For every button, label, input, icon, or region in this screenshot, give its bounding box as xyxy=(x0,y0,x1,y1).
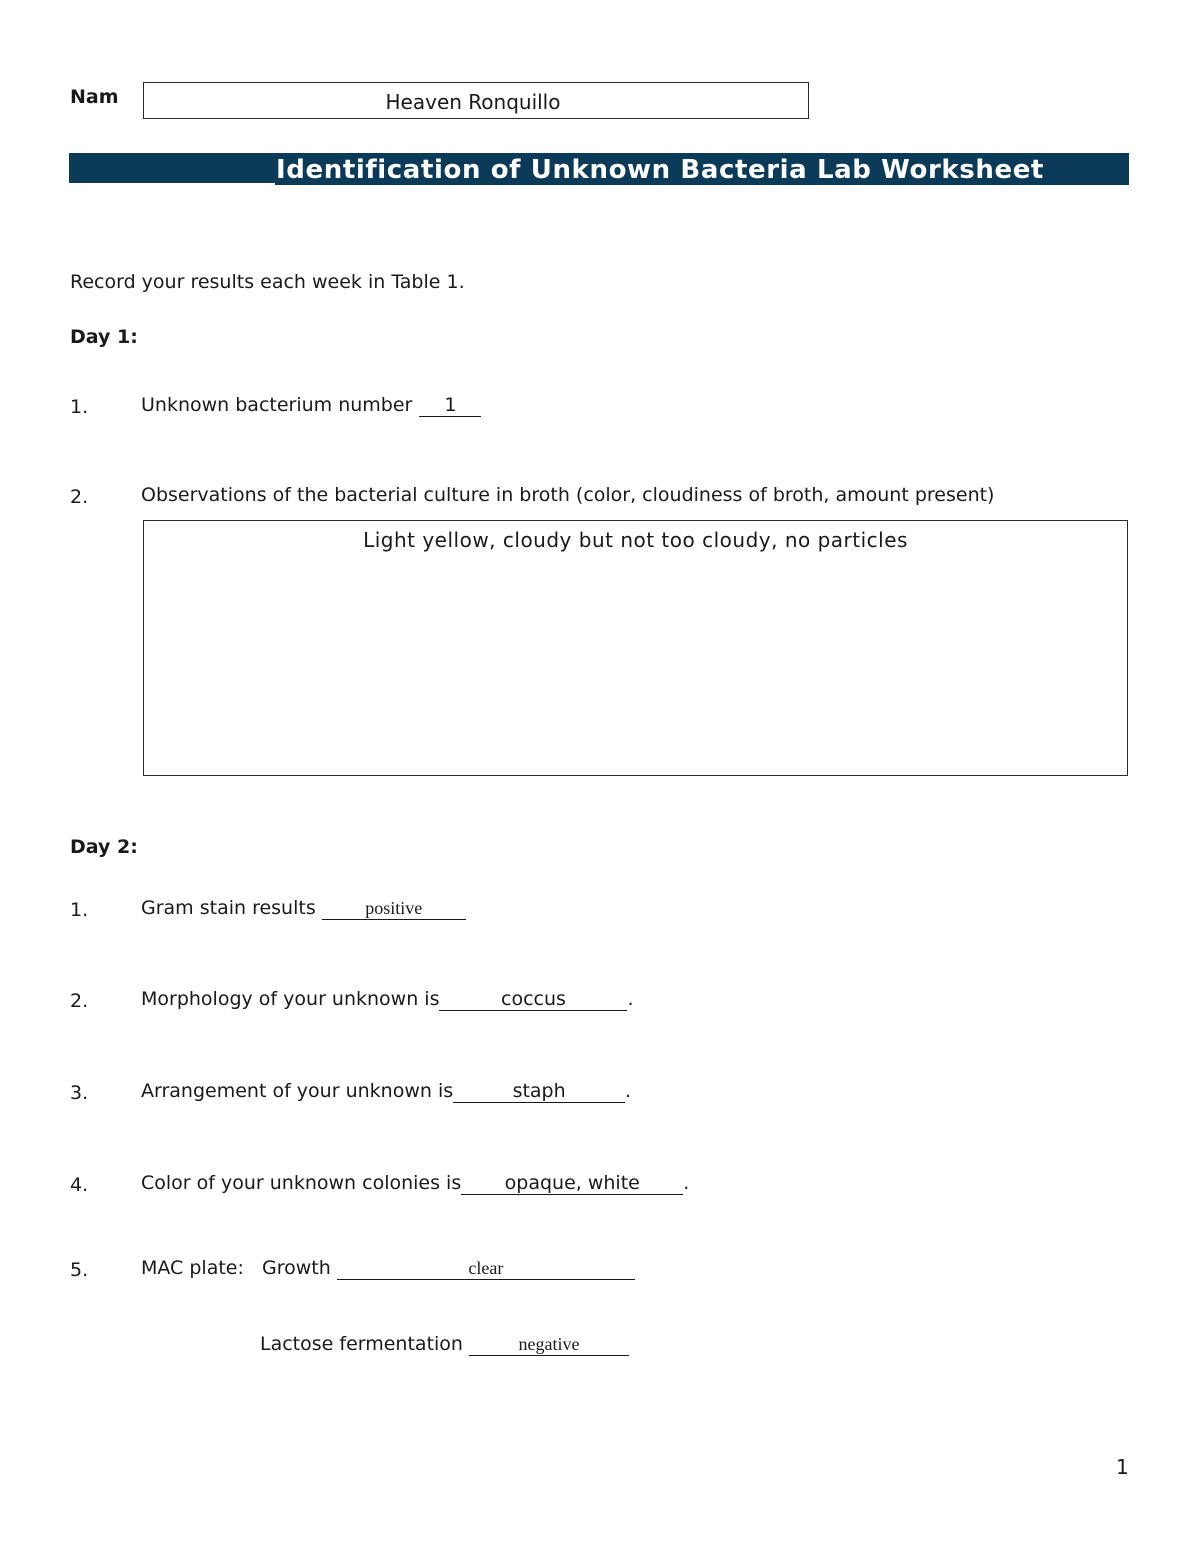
page-title: Identification of Unknown Bacteria Lab Worksheet xyxy=(276,155,1044,185)
day2-item4-number: 4. xyxy=(70,1174,89,1196)
name-label: Nam xyxy=(70,86,119,108)
morphology-value: coccus xyxy=(501,988,566,1010)
morphology-label: Morphology of your unknown is xyxy=(141,988,440,1010)
day2-heading: Day 2: xyxy=(70,836,138,858)
day1-item1-number: 1. xyxy=(70,396,89,418)
colony-color-label: Color of your unknown colonies is xyxy=(141,1172,462,1194)
mac-growth-field[interactable] xyxy=(337,1257,635,1280)
arrangement-label: Arrangement of your unknown is xyxy=(141,1080,454,1102)
bacterium-number-value: 1 xyxy=(444,394,457,416)
arrangement-period: . xyxy=(625,1080,632,1102)
morphology-period: . xyxy=(627,988,634,1010)
day2-item5 xyxy=(141,1256,635,1280)
day2-item5-number: 5. xyxy=(70,1259,89,1281)
arrangement-field[interactable] xyxy=(453,1080,625,1103)
day2-item2 xyxy=(141,987,634,1011)
page-number: 1 xyxy=(1116,1455,1129,1479)
day2-item1-number: 1. xyxy=(70,899,89,921)
morphology-field[interactable] xyxy=(439,988,627,1011)
arrangement-value: staph xyxy=(512,1080,566,1102)
title-banner-divider xyxy=(69,153,275,185)
day2-item3 xyxy=(141,1079,631,1103)
day2-item1 xyxy=(141,896,466,920)
mac-growth-value: clear xyxy=(468,1258,504,1278)
colony-color-field[interactable] xyxy=(461,1172,683,1195)
day1-item2-number: 2. xyxy=(70,486,89,508)
lactose-field[interactable] xyxy=(469,1333,629,1356)
lactose-value: negative xyxy=(518,1334,580,1354)
lactose-label: Lactose fermentation xyxy=(260,1333,463,1355)
observations-field[interactable] xyxy=(143,520,1128,776)
observations-value: Light yellow, cloudy but not too cloudy, no particles xyxy=(363,528,908,552)
day1-item2-label: Observations of the bacterial culture in broth (color, cloudiness of broth, amount present) xyxy=(141,484,995,506)
day1-item1 xyxy=(141,393,481,417)
gram-stain-value: positive xyxy=(365,898,423,918)
name-value-text: Heaven Ronquillo xyxy=(385,90,561,114)
day2-item4 xyxy=(141,1171,689,1195)
colony-color-period: . xyxy=(683,1172,690,1194)
mac-growth-label: MAC plate: Growth xyxy=(141,1257,331,1279)
intro-text: Record your results each week in Table 1. xyxy=(70,271,465,293)
day1-item1-label: Unknown bacterium number xyxy=(141,394,413,416)
colony-color-value: opaque, white xyxy=(504,1172,640,1194)
name-value xyxy=(143,90,807,114)
gram-stain-field[interactable] xyxy=(322,897,466,920)
day2-item2-number: 2. xyxy=(70,990,89,1012)
bacterium-number-field[interactable] xyxy=(419,394,481,417)
gram-stain-label: Gram stain results xyxy=(141,897,316,919)
day1-heading: Day 1: xyxy=(70,326,138,348)
lactose-row xyxy=(260,1332,629,1356)
day2-item3-number: 3. xyxy=(70,1082,89,1104)
